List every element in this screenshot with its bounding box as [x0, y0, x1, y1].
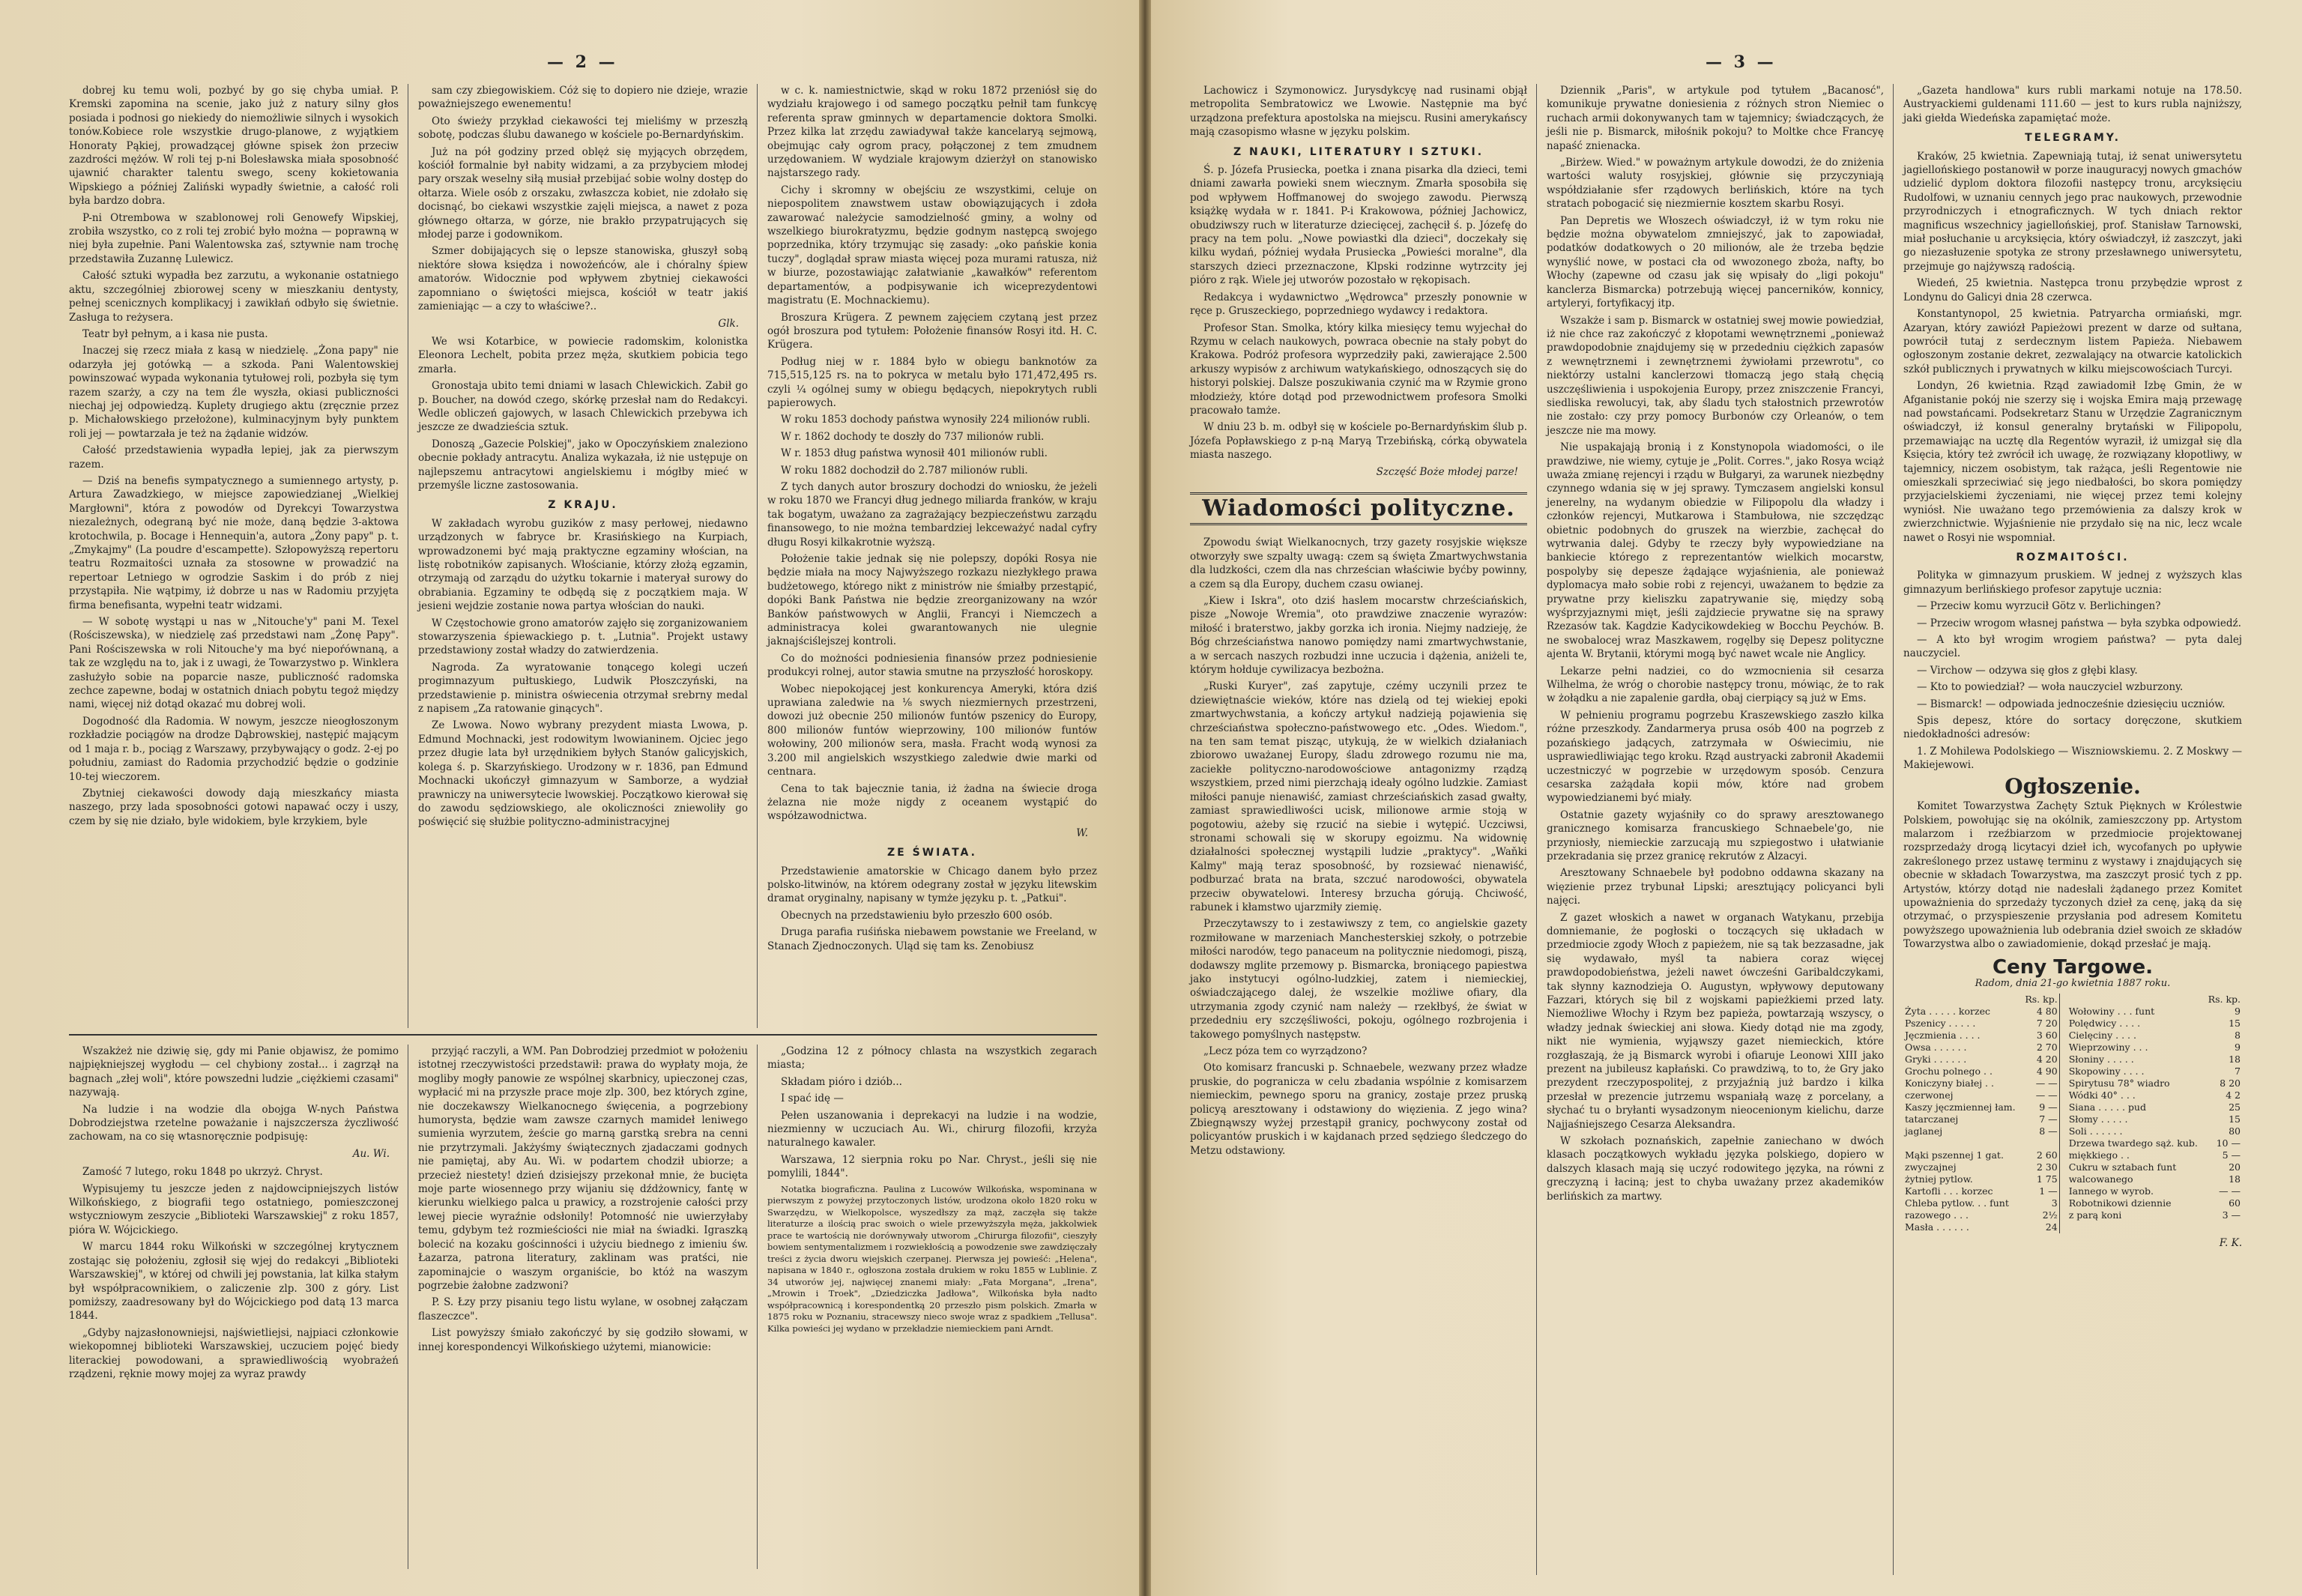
article-paragraph: Nie uspakajają bronią i z Konstynopola wiadomości, o ile prawdziwe, nie wiemy, cytuje je „Polit. Corres.", jako Rosya wciąż uważa zmianę rejencyi i rządu w Bułgaryi, za warunek niezbędny czynnego wdania się w jej sprawy. Tymczasem angielski konsul jenerelny, na wydanym obiedzie w Filipopolu dla władzy i członków rejencyi, Mutkarowa i Stambułowa, nie szczędząc obietnic podobnych do gruszek na wierzbie, zachęcał do wytrwania dalej. Gdyby te rzeczy były wypowiedziane na bankiecie którego z reprezentantów wielkich mocarstw, pospolyby się depesze żądające wyjaśnienia, ale ponieważ dyplomacya mało sobie robi z rejencyi, uważanem to będzie za prywatne przy kieliszku zapatrywanie się, między sobą wyśprzyjaznymi mięt, jeśli zajdziecie prywatne się na sprawy Rzezasów tak. Kagdzie Kadycikowdekieg w Bocchu Peychów. B. ne swobalocej wraz Maszkawem, rogęlby się Depesz polityczne ajenta W. Brytanii, którymi mogą być nawet wcale nie Anglicy. — [1547, 441, 1884, 661]
table-cell: 15 — [2229, 1018, 2241, 1030]
article-paragraph: Dziennik „Paris", w artykule pod tytułem „Bacanosć", komunikuje prywatne doniesienia z różnych stron Niemiec o ruchach armii dokonywanych tam w tajemnicy; świadczących, że jeśli nie p. Bismarck, miłośnik pokoju? to Moltke chce Francyę napaść znienacka. — [1547, 85, 1884, 152]
table-row — [1903, 1185, 2242, 1197]
article-paragraph: „Birżew. Wied." w poważnym artykule dowodzi, że do zniżenia wartości waluty rosyjskiej, głównie się przyczyniają współdziałanie sfer rządowych berlińskich, które na tych stratach pobogacić się niezmiernie kosztem skarbu Rosyi. — [1547, 157, 1884, 211]
table-cell: Jęczmienia . . . . — [1905, 1030, 1981, 1042]
signature: W. — [1076, 826, 1088, 839]
signature: Glk. — [718, 317, 739, 330]
table-cell — [2205, 1221, 2242, 1233]
column-divider — [1893, 84, 1894, 1575]
table-cell: 3 — [2051, 1197, 2058, 1209]
table-cell: tatarczanej — [1905, 1113, 1959, 1125]
article-paragraph: Obecnych na przedstawieniu było przeszło 600 osób. — [781, 909, 1053, 922]
left-column-3 — [767, 84, 1097, 956]
table-row — [1903, 1042, 2242, 1054]
table-cell: 60 — [2229, 1197, 2241, 1209]
right-column-2 — [1547, 84, 1884, 1206]
signature: Szczęść Boże młodej parze! — [1376, 465, 1518, 478]
article-paragraph: I spać idę — — [781, 1092, 844, 1105]
table-row — [1903, 1149, 2242, 1161]
table-row — [1903, 1209, 2242, 1221]
left-page-columns — [69, 84, 1109, 1574]
table-cell: Słoniny . . . . . — [2068, 1054, 2134, 1065]
article-paragraph: dobrej ku temu woli, pozbyć by go się chyba umiał. P. Kremski zapomina na scenie, jako już z natury silny głos posiada i podnosi go niekiedy do niemożliwie silnych i wysokich tonów.Kobiece role wszystkie drugo-planowe, z wyjątkiem Honoraty Pąkiej, prowadzącej główne spisek żon przeciw zazdrości mężów. W roli tej p-ni Bolesławska miała sposobność ujawnić charakter talentu swego, sceny kokietowania Wipskiego a później Zaliński wypadły świetnie, a całość roli była bardzo dobra. — [69, 85, 399, 208]
section-heading: Z KRAJU. — [548, 499, 618, 512]
article-paragraph: Składam pióro i dziób... — [781, 1075, 902, 1088]
table-row — [1903, 1089, 2242, 1101]
column-divider — [757, 1045, 758, 1569]
article-paragraph: Ze Lwowa. Nowo wybrany prezydent miasta Lwowa, p. Edmund Mochnacki, jest rodowitym lwowianinem. Ojciec jego przez długie lata był urzędnikiem byłych Stanów galicyjskich, kolega ś. p. Skarzyńskiego. Urodzony w r. 1836, pan Edmund Mochnacki ukończył gimnazyum w Samborze, a wydział prawniczy na uniwersytecie lwowskiej. Początkowo kierował się do zawodu sędziowskiego, ale okoliczności zniewoliły go poświęcić się służbie polityczno-administracyjnej — [418, 719, 748, 829]
left-lower-column-3 — [767, 1045, 1097, 1337]
article-paragraph: „Kiew i Iskra", oto dziś haslem mocarstw chrześciańskich, pisze „Nowoje Wremia", oto prawdziwe znaczenie wyrazów: miłość i braterstwo, jakby gorzka ich ironia. Niejmy nadzieję, że Bóg chrześciaństwa nanowo pomiędzy nami zmartwychwstanie, a w sercach naszych rozbudzi inne uczucia i dążenia, aniżeli te, którym hołduje cywilizacya bezbożna. — [1190, 595, 1527, 677]
table-cell: 9 — — [2039, 1101, 2058, 1113]
article-paragraph: Teatr był pełnym, a i kasa nie pusta. — [82, 327, 268, 340]
table-cell: Słomy . . . . . — [2068, 1113, 2128, 1125]
article-paragraph: Spis depesz, które do sortacy doręczone, skutkiem niedokładności adresów: — [1903, 715, 2242, 741]
table-separator — [2059, 1161, 2067, 1173]
article-paragraph: — A kto był wrogim wrogiem państwa? — pyta dalej nauczyciel. — [1903, 634, 2242, 660]
article-paragraph: Druga parafia ruśińska niebawem powstanie we Freeland, w Stanach Zjednoczonych. Uląd się tam ks. Zenobiusz — [767, 926, 1097, 952]
table-separator — [2059, 1221, 2067, 1233]
article-paragraph: sam czy zbiegowiskiem. Cóż się to dopiero nie dzieje, wrazie poważniejszego ewenementu! — [418, 85, 748, 111]
article-paragraph: „Gazeta handlowa" kurs rubli markami notuje na 178.50. Austryackiemi guldenami 111.60 — jest to kurs rubla najniższy, jaki giełda Wiedeńska zapamiętać może. — [1903, 85, 2242, 124]
table-cell: 7 — [2235, 1065, 2241, 1077]
table-cell: Iannego w wyrob. — [2068, 1185, 2154, 1197]
table-cell: 4 20 — [2036, 1054, 2058, 1065]
article-paragraph: „Ruski Kuryer", zaś zapytuje, czémy uczynili przez te dziewiętnaście wieków, które nas dzielą od tej wiekiej epoki zmartwychwstania, a kończy artykuł nadzieją pojawienia się chrześciaństwa społeczno-państwowego etc. „Odes. Wiedom.", na ten sam temat pisząc, utykują, że w wielkich działaniach zbiorowo uważanej Europy, śladu zdrowego rozumu nie ma, zaciekłe polityczno-narodowościowe antagonizmy rządzą wszystkiem, przed nimi pierzchają ideały ogólno ludzkie. Zamiast miłości panuje nienawiść, zamiast chrześciańskich zasad gwałty, zamiast sprawiedliwości ucisk, milionowe armie stoją w pogotowiu, ażeby się rzucić na siebie i wytępić. Uczciwsi, stronami schowali się w skorupy egoizmu. Na widownię działalności społecznej wystąpili ludzie „praktycy". „Waňki Kalmy" mają teraz sposobność, by rozsiewać nienawiść, podburzać brata na brata, szczuć narodowości, obywatela przeciw obywatelowi. Interesy brzucha górują. Chciwość, rabunek i kłamstwo ujarzmiły ziemię. — [1190, 680, 1527, 913]
table-cell: Soli . . . . . . — [2068, 1125, 2123, 1137]
right-column-1 — [1190, 84, 1527, 1161]
article-paragraph: Zpowodu świąt Wielkanocnych, trzy gazety rosyjskie większe otworzyły swe szpalty uwagą: czem są święta Zmartwychwstania dla ludzkości, czem dla nas chrześcian właściwie byćby powinny, a czem są dla Europy, duchem czasu owianej. — [1190, 536, 1527, 590]
table-row — [1903, 1125, 2242, 1137]
article-paragraph: — Przeciw komu wyrzucił Götz v. Berlichingen? — [1917, 600, 2161, 613]
article-paragraph: Inaczej się rzecz miała z kasą w niedzielę. „Żona papy" nie odarzyła jej gotówką — a szkoda. Pani Walentowskiej powinszować wypada wykonania tytułowej roli, pozbyła się tym razem szarży, a czy na tem źle wyszła, okiasi publiczności niechaj jej odpowiedzą. Kuplety drugiego aktu (zręcznie przez p. Michałowskiego przełożone), kulminacyjnym były punktem roli jej — powtarzała je też na żądanie widzów. — [69, 345, 399, 440]
table-cell: 2½ — [2042, 1209, 2058, 1221]
table-separator — [2059, 1113, 2067, 1125]
table-cell: Masła . . . . . . — [1905, 1221, 1969, 1233]
article-paragraph: Notatka biograficzna. Paulina z Lucowów Wilkońska, wspominana w pierwszym z powyżej przytoczonych listów, urodzona około 1820 roku w Swarzędzu, w Wielkopolsce, wyszedłszy za mąż, zaczęła się także literaturze a ilością prac swoich o wiele przewyższyła męża, jakkolwiek prace te wartością nie dorównywały utworom „Chirurga filozofii", cieszyły bowiem sentymentalizmem i rozwiekłością a powodzenie swe zawdzięczały treści z życia dworu wiejskich czerpanej. Pierwsza jej powieść: „Helena", napisana w 1840 r., ogłoszona została drukiem w roku 1855 w Lublinie. Z 34 utworów jej, najwięcej znanemi miały: „Fata Morgana", „Irena", „Mrowin i Troek", „Dziedziczka Jadłowa", Wilkońska była nadto współpracownicą i korespondentką 20 przeszło pism polskich. Zmarła w 1875 roku w Poznaniu, stracewszy nieco swoje wraz z spadkiem „Tellusa". Kilka powieści jej wydano w przekładzie niemieckiem pani Arndt. — [767, 1183, 1097, 1334]
table-cell: 4 90 — [2036, 1065, 2058, 1077]
table-cell: Owsa . . . . . . — [1905, 1042, 1967, 1054]
table-cell: 7 20 — [2036, 1018, 2058, 1030]
article-paragraph: Redakcya i wydawnictwo „Wędrowca" przeszły ponownie w ręce p. Gruszeckiego, poprzedniego wydawcy i redaktora. — [1190, 291, 1527, 318]
table-row — [1903, 1221, 2242, 1233]
table-cell: Drzewa twardego sąż. kub. — [2068, 1137, 2198, 1149]
table-row — [1903, 1197, 2242, 1209]
article-paragraph: Nagroda. Za wyratowanie tonącego kolegi uczeń progimnazyum pułtuskiego, Ludwik Płoszczyński, na przedstawienie p. ministra oświecenia otrzymał srebrny medal z napisem „Za ratowanie ginących". — [418, 661, 748, 716]
table-separator — [2059, 1149, 2067, 1161]
article-paragraph: Broszura Krügera. Z pewnem zajęciem czytaną jest przez ogół broszura pod tytułem: Położenie finansów Rosyi itd. H. C. Krügera. — [767, 311, 1097, 351]
table-cell — [2067, 1221, 2205, 1233]
article-paragraph: Wobec niepokojącej jest konkurencya Ameryki, która dziś uprawiana zaledwie na ⅛ swych niezmiernych przestrzeni, dowozi już obecnie 250 milionów funtów pszenicy do Europy, 800 milionów funtów wieprzowiny, 100 milionów funtów wołowiny, 200 milionów sera, masła. Fracht wodą wynosi za 3.200 mil angielskich wszystkiego zaledwie dwie marki od centnara. — [767, 683, 1097, 779]
table-cell: żytniej pytlow. — [1905, 1173, 1973, 1185]
table-row — [1903, 1137, 2242, 1149]
market-prices-table — [1903, 994, 2242, 1233]
article-paragraph: Z gazet włoskich a nawet w organach Watykanu, przebija domniemanie, że pogłoski o toczących się układach w przedmiocie zgody Włoch z papieżem, nie są tak bezzasadne, jak się wydawało, myśl ta nabiera coraz więcej prawdopodobieństwa, jeżeli nawet ówcześni Garibaldczykami, tak słynny kaznodzieja O. Augustyn, wpływowy deputowany Fazzari, których się bil z wojskami papieżkiemi przed laty. Niemożliwe Włochy i Rzym bez papieża, powtarzają wszyscy, o władzy jednak świeckiej ani słowa. Kiedy dotąd nie ma zgody, nikt nie wymienia, wyjąwszy gazet niemieckich, które rozgłaszają, że ją Bismarck wyrobi i ofiaruje Leonowi XIII jako prezent na jubileusz kapłański. Co prawdziwą, to to, że Gry jako prezydent rzeczypospolitej, z przyjaźnią już bardzo i kilka przesłał w prezencie jutrzemu wspaniałą wazę z porcelany, a słychać tu o bryłanti wysadzonym nieocenionym kielichu, darze Najjaśniejszego Cesarza Aleksandra. — [1547, 911, 1884, 1131]
announcement-title: Ogłoszenie. — [2005, 773, 2141, 799]
article-paragraph: Wypisujemy tu jeszcze jeden z najdowcipniejszych listów Wilkońskiego, z biografii tego ostatniego, pomieszczonej wstyczniowym zeszycie „Biblioteki Warszawskiej" z roku 1857, pióra W. Wójcickiego. — [69, 1182, 399, 1236]
article-paragraph: List powyższy śmiało zakończyć by się godziło słowami, w innej korespondencyi Wilkońskiego użytemi, mianowicie: — [418, 1327, 748, 1353]
article-paragraph: Cena to tak bajecznie tania, iż żadna na świecie droga żelazna nie może nigdy z oceanem wystąpić do współzawodnictwa. — [767, 782, 1097, 823]
article-paragraph: — W sobotę wystąpi u nas w „Nitouche'y" pani M. Texel (Rościszewska), w niedzielę zaś przedstawi nam „Żonę Papy". Pani Rościszewska w roli Nitouche'y ma być niepoŕównaną, a tak ze względu na to, jak i z uwagi, że Towarzystwo p. Winklera zasłużyło sobie na poparcie nasze, publiczność radomska zechce zapewne, bodaj w ostatnich dniach pobytu tegoż między nami, więcej niż dotąd okazać mu dobrej woli. — [69, 616, 399, 711]
table-separator — [2059, 1197, 2067, 1209]
article-paragraph: W szkołach poznańskich, zapełnie zaniechano w dwóch klasach początkowych wykładu języka polskiego, dopiero w dalszych klasach mają się uczyć rodowitego języka, na równi z greczyzną i łaciną; jest to chyba uważany przez akademików berlińskich za martwy. — [1547, 1135, 1884, 1203]
table-cell: Gryki . . . . . . — [1905, 1054, 1967, 1065]
table-cell: 18 — [2229, 1054, 2241, 1065]
article-paragraph: „Lecz póza tem co wyrządzono? — [1203, 1045, 1368, 1057]
table-cell: Wódki 40° . . . — [2068, 1089, 2136, 1101]
section-heading: ROZMAITOŚCI. — [2016, 551, 2130, 563]
table-cell: Grochu polnego . . — [1905, 1065, 1993, 1077]
article-paragraph: Całość przedstawienia wypadła lepiej, jak za pierwszym razem. — [69, 444, 399, 471]
page-number: — 2 — — [547, 52, 618, 72]
table-cell: 3 — — [2222, 1209, 2241, 1221]
article-paragraph: Londyn, 26 kwietnia. Rząd zawiadomił Izbę Gmin, że w Afganistanie pokój nie szerzy się i wojska Emira mają przewagę nad powstańcami. Podsekretarz Stanu w Urzędzie Zagranicznym oświadczył, iż konsul generalny brytański w Filipopolu, przemawiając na ucztę dla Regentów wyraził, iż umizgał się dla Księcia, który też zwrócił ich uwagę, że rozwiązany kłopotliwy, w tajemnicy, niczem osobistym, tak rażąca, jeśli Regentowie nie omieszkali sprzeciwiać się jego niedbałości, bo skora pomiędzy przyjacielskiemi życzeniami, nie więcej przez temi kolejny wyniósł. Nie uważano tego przemówienia za dalszy krok w zwierzchnictwie. Wyjaśnienie nie przydało się na nic, lecz wcale nawet o Rosyi nie wspomniał. — [1903, 380, 2242, 544]
table-cell: Chleba pytlow. . . funt — [1905, 1197, 2009, 1209]
article-paragraph: Podług niej w r. 1884 było w obiegu banknotów za 715,515,125 rs. na to pokryca w metalu było 171,472,495 rs. czyli ¼ ogólnej sumy w obiegu będących, niepokrytych rubli papierowych. — [767, 355, 1097, 409]
table-separator — [2059, 1030, 2067, 1042]
article-paragraph: — Virchow — odzywa się głos z głębi klasy. — [1917, 664, 2138, 677]
article-paragraph: Położenie takie jednak się nie polepszy, dopóki Rosya nie będzie miała na mocy Najwyższego rozkazu niezłykłego prawa budżetowego, którego nikt z ministrów nie śmiałby przestąpić, dopóki Bank Państwa nie będzie zreorganizowany na wzór Banków państwowych w Anglii, Francyi i Niemczech a administracya kolei gwarantowanych nie ulegnie jaknajściślejszej kontroli. — [767, 553, 1097, 648]
article-paragraph: Lekarze pełni nadziei, co do wzmocnienia sił cesarza Wilhelma, że wróg o chorobie następcy tronu, mówiąc, że to rak w żołądku a nie zapalenie gardła, obaj cierpiący są już w Ems. — [1547, 665, 1884, 705]
article-paragraph: Kraków, 25 kwietnia. Zapewniają tutaj, iż senat uniwersytetu jagiellońskiego postanowił w porze inauguracyj nowych gmachów udzielić dyplom doktora filozofii następcy tronu, arcyksięciu Rudolfowi, w uznaniu cennych jego prac naukowych, przewodnie przyrodniczych i etnograficznych. W tych dniach rektor magnificus wszechnicy jagiellońskiej, prof. Stanisław Tarnowski, miał posłuchanie u arcyksięcia, który oświadczył, iż zaszczyt, jaki go niezasłuzenie spotyka ze strony przesławnego uniwersytetu, przejmuje go najżywszą radością. — [1903, 150, 2242, 273]
table-cell: walcowanego — [2068, 1173, 2133, 1185]
table-cell: 8 — — [2039, 1125, 2058, 1137]
table-separator — [2059, 1125, 2067, 1137]
table-cell: 1 — — [2039, 1185, 2058, 1197]
book-gutter — [1139, 0, 1151, 1596]
table-cell: miękkiego . . — [2068, 1149, 2130, 1161]
section-heading: TELEGRAMY. — [2025, 132, 2121, 145]
article-paragraph: W roku 1882 dochodził do 2.787 milionów rubli. — [781, 464, 1028, 477]
right-column-3 — [1903, 84, 2242, 1251]
table-cell: czerwonej — [1905, 1089, 1954, 1101]
table-row — [1903, 1101, 2242, 1113]
article-paragraph: Na ludzie i na wodzie dla obojga W-nych Państwa Dobrodziejstwa rzetelne poważanie i najszczersza życzliwość zachowam, na co się wtasnoręcznie podpisuję: — [69, 1103, 399, 1143]
table-cell: 25 — [2229, 1101, 2241, 1113]
article-paragraph: — Dziś na benefis sympatycznego a sumiennego artysty, p. Artura Zawadzkiego, w miejsce zapowiedzianej „Wielkiej Margłowni", która z powodów od Dyrekcyi Towarzystwa niezależnych, odegraną być nie może, daną będzie 3-aktowa krotochwila, p. Bocage i Hennequin'a, autora „Żony papy" p. t. „Zmykajmy" (La poudre d'escampette). Szłopowyższą repertoru teatru Rozmaitości uznała za stosowne w prowadzić na repertoar Letniego w ogrodzie Saskim i do prób z niej przystąpiła. Nie wątpimy, iż dobrze u nas w Radomiu przyjęta firma benefisanta, wypełni teatr widzami. — [69, 474, 399, 611]
table-cell: 7 — — [2039, 1113, 2058, 1125]
article-paragraph: Wszakże i sam p. Bismarck w ostatniej swej mowie powiedział, iż nie chce raz zakończyć z kłopotami wewnętrznemi „ponieważ prawdopodobnie znajdujemy się w przededniu ciężkich zapasów z wewnętrznemi i zewnętrznemi żywiołami przewrotu", co niektórzy ustalni kanclerzowi tłomaczą jego stałą chęcią uszczęśliwienia i uspokojenia Europy, przez zniszczenie Francyi, siedliska rewolucyi, tak, aby śladu tych stałostnich przewrotów nie zostało: czy przy pomocy Burbonów czy Orleanów, o tem jeszcze nie ma mowy. — [1547, 314, 1884, 437]
article-paragraph: P-ni Otrembowa w szablonowej roli Genowefy Wipskiej, zrobiła wszystko, co z roli tej zrobić było można — poprawną w niej była zupełnie. Pani Walentowska zaś, sztywnie nam trochę przedstawiła Zuzannę Lulewicz. — [69, 211, 399, 265]
table-separator — [2059, 1077, 2067, 1089]
table-separator — [2059, 1101, 2067, 1113]
table-cell: Spirytusu 78° wiadro — [2068, 1077, 2170, 1089]
table-separator — [2059, 1054, 2067, 1065]
table-cell — [1903, 1137, 2022, 1149]
table-separator — [2059, 1042, 2067, 1054]
table-row — [1903, 1173, 2242, 1185]
article-paragraph: Cichy i skromny w obejściu ze wszystkimi, celuje on niepospolitem znawstwem ustaw obowiązujących i zdoła zawarować należycie samodzielność gminy, a wolny od wszelkiego biurokratyzmu, będzie godnym następcą swojego poprzednika, który trzymując się zasady: „oko pańskie konia tuczy", doglądał spraw miasta więcej poza murami ratusza, niż w biurze, pozostawiając załatwianie „kawałków" referentom departamentów, a podpisywanie ich wiceprezydentowi magistratu (E. Mochnackiemu). — [767, 184, 1097, 307]
table-separator — [2059, 1173, 2067, 1185]
table-cell: Koniczyny białej . . — [1905, 1077, 1994, 1089]
section-masthead: Wiadomości polityczne. — [1190, 492, 1527, 525]
article-paragraph: 1. Z Mohilewa Podolskiego — Wiszniowskiemu. 2. Z Moskwy — Makiejewowi. — [1903, 745, 2242, 772]
article-paragraph: Donoszą „Gazecie Polskiej", jako w Opoczyńskiem znaleziono obecnie pokłady antracytu. Analiza wykazała, iż nie ustępuje on najlepszemu antracytowi angielskiemu i mógłby mieć w przemyśle liczne zastosowania. — [418, 438, 748, 492]
table-separator — [2059, 1209, 2067, 1221]
article-paragraph: Z tych danych autor broszury dochodzi do wniosku, że jeżeli w roku 1870 we Francyi dług jednego miliarda franków, w kraju tak bogatym, uważano za zagrażający bezpieczeństwu zarządu finansowego, to nie można tembardziej lekceważyć nadal cyfry długu Rosyi kilkakrotnie wyższą. — [767, 480, 1097, 548]
column-header: Rs. kp. — [2208, 994, 2241, 1006]
article-paragraph: Zbytniej ciekawości dowody dają mieszkańcy miasta naszego, przy lada sposobności gotowi napawać oczy i uszy, czem by się nie działo, byle widokiem, byle krzykiem, byle — [69, 787, 399, 827]
article-paragraph: Wiedeń, 25 kwietnia. Następca tronu przybędzie wprost z Londynu do Galicyi dnia 28 czerwca. — [1903, 277, 2242, 303]
table-separator — [2059, 1065, 2067, 1077]
article-paragraph: Dogodność dla Radomia. W nowym, jeszcze nieogłoszonym rozkładzie pociągów na drodze Dąbrowskiej, następić mającym od 1 maja r. b., pociąg z Warszawy, przybywający o godz. 2-ej po południu, zamiast do Radomia przychodzić będzie o godzinie 10-tej wieczorem. — [69, 715, 399, 783]
article-paragraph: W zakładach wyrobu guzików z masy perłowej, niedawno urządzonych w fabryce br. Krasińskiego na Kurpiach, wprowadzonemi być mają praktyczne egzaminy włościan, na listę robotników zapisanych. Włościanie, którzy złożą egzamin, otrzymają od zarządu do użytku tokarnie i materyał surowy do obrabiania. Egzaminy te odbędą się z początkiem maja. W jesieni wejdzie zostanie nowa partya włościan do nauki. — [418, 517, 748, 613]
table-cell: 4 2 — [2226, 1089, 2241, 1101]
article-paragraph: Co do możności podniesienia finansów przez podniesienie produkcyi rolnej, autor stawia smutne na przyszłość horoskopy. — [767, 652, 1097, 679]
table-cell: 2 60 — [2036, 1149, 2058, 1161]
section-rule — [69, 1034, 1097, 1036]
table-row — [1903, 1161, 2242, 1173]
left-lower-column-1 — [69, 1045, 399, 1384]
table-cell: Skopowiny . . . . — [2068, 1065, 2145, 1077]
article-paragraph: Oto świeży przykład ciekawości tej mieliśmy w przeszłą sobotę, podczas ślubu dawanego w kościele po-Bernardyńskim. — [418, 115, 748, 142]
page-number: — 3 — — [1706, 52, 1777, 72]
article-paragraph: „Godzina 12 z północy chlasta na wszystkich zegarach miasta; — [767, 1045, 1097, 1071]
article-paragraph: Aresztowany Schnaebele był podobno oddawna skazany na więzienie przez trybunał Lipski; aresztujący policyanci byli najęci. — [1547, 867, 1884, 907]
table-cell: razowego . . . — [1905, 1209, 1969, 1221]
table-separator — [2059, 1006, 2067, 1018]
table-cell: Wołowiny . . . funt — [2068, 1006, 2155, 1018]
table-separator — [2059, 1018, 2067, 1030]
table-cell: Wieprzowiny . . . — [2068, 1042, 2148, 1054]
table-cell: 80 — [2229, 1125, 2241, 1137]
table-row — [1903, 1030, 2242, 1042]
table-cell: — — — [2035, 1077, 2058, 1089]
market-prices-signature: F. K. — [2219, 1237, 2242, 1250]
article-paragraph: W pełnieniu programu pogrzebu Kraszewskiego zaszło kilka różne przeszkody. Zandarmerya prusa osób 400 na pogrzeb z pozańskiego jadących, zatrzymała w Oświecimiu, nie usprawiedliwiając tego kroku. Rząd austryacki zabronił Akademii uczestniczyć w pogrzebie w urzędowym sposób. Cenzura cesarska zażądała kopii mów, które nad grobem wypowiedzianemi być miały. — [1547, 709, 1884, 805]
article-paragraph: — Przeciw wrogom własnej państwa — była szybka odpowiedź. — [1917, 617, 2241, 629]
table-cell: zwyczajnej — [1905, 1161, 1957, 1173]
article-paragraph: Całość sztuki wypadła bez zarzutu, a wykonanie ostatniego aktu, szczególniej zbiorowej sceny w mieszkaniu dentysty, pełnej scenicznych komplikacyj i zawikłań odbyło się świetnie. Zasługa to reżysera. — [69, 270, 399, 324]
article-paragraph: Oto komisarz francuski p. Schnaebele, wezwany przez władze pruskie, do pogranicza w celu zbadania wspólnie z komisarzem niemieckim, pewnego sporu na granicy, zostaje przez pruską policyą aresztowany i odstawiony do więzienia. Z jego wina? Zbiegnąwszy wyżej przestąpił granicy, pochwycony został od policyantów pruskich i w kajdanach przed sędziego śledczego do Metzu odstawiony. — [1190, 1062, 1527, 1157]
table-cell: Robotnikowi dziennie — [2068, 1197, 2172, 1209]
table-cell: 18 — [2229, 1173, 2241, 1185]
table-cell: Kaszy jęczmiennej łam. — [1905, 1101, 2016, 1113]
article-paragraph: Pełen uszanowania i deprekacyi na ludzie i na wodzie, niezmienny w uczuciach Au. Wi., chirurg filozofii, krzyża naturalnego kawaler. — [767, 1109, 1097, 1149]
article-paragraph: W dniu 23 b. m. odbył się w kościele po-Bernardyńskim ślub p. Józefa Popławskiego z p-ną Maryą Trzebińską, córką obywatela miasta naszego. — [1190, 421, 1527, 462]
left-lower-column-2 — [418, 1045, 748, 1357]
article-paragraph: — Bismarck! — odpowiada jednocześnie dziesięciu uczniów. — [1917, 698, 2226, 710]
table-cell: 2 70 — [2036, 1042, 2058, 1054]
table-row — [1903, 1006, 2242, 1018]
table-separator — [2059, 1185, 2067, 1197]
article-paragraph: w c. k. namiestnictwie, skąd w roku 1872 przeniósł się do wydziału krajowego i od samego początku pełnił tam funkcyę referenta spraw gminnych w departamencie doktora Smolki. Przez kilka lat zrzędu zawiadywał także kancelaryą sejmową, obejmując cały ogrom pracy, połączonej z tem zmudnem urzędowaniem. W wydziale krajowym dzierżył on stanowisko najstarszego rady. — [767, 85, 1097, 180]
market-prices-title: Ceny Targowe. — [1993, 955, 2153, 979]
table-separator — [2059, 1089, 2067, 1101]
article-paragraph: Lachowicz i Szymonowicz. Jurysdykcyę nad rusinami objął metropolita Sembratowicz we Lwowie. Następnie ma być urządzona prefektura apostolska na miejscu. Rusini amerykańscy mają czasopismo własne w języku polskim. — [1190, 85, 1527, 139]
table-cell: 20 — [2229, 1161, 2241, 1173]
article-paragraph: Polityka w gimnazyum pruskiem. W jednej z wyższych klas gimnazyum berlińskiego profesor zapytuje ucznia: — [1903, 569, 2242, 596]
article-paragraph: Wszakżeż nie dziwię się, gdy mi Panie objawisz, że pomimo najpiękniejszej wygłodu — cel chybiony został... i zagrzął na bagnach „złej woli", które powszedni ludzie „ciężkiemi czasami" nazywają. — [69, 1045, 399, 1099]
left-column-1 — [69, 84, 399, 831]
article-paragraph: Komitet Towarzystwa Zachęty Sztuk Pięknych w Królestwie Polskiem, powołując się na okólnik, zamieszczony pp. Artystom malarzom i rzeźbiarzom w przedmiocie projektowanej rozsprzedaży drogą licytacyi dzieł ich, wycofanych po upływie zakreślonego przez ustawę terminu z wystawy i znajdujących się obecnie w składach Towarzystwa, ma zaszczyt prosić tych z pp. Artystów, którzy dotąd nie nadesłali żądanego przez Komitet upoważnienia do sprzedaży tyczonych dzieł za cenę, jaką da się otrzymać, o przyspieszenie przysłania pod adresem Komitetu powyższego upoważnienia lub odebrania dzieł swoich ze składów Towarzystwa albo o zawiadomienie, dokąd przesłać je mają. — [1903, 800, 2242, 951]
article-paragraph: W marcu 1844 roku Wilkoński w szczególnej krytycznem zostając się położeniu, zgłosił się wjej do redakcyi „Biblioteki Warszawskiej", w której od chwili jej powstania, lat kilka stałym był współpracownikiem, o zaliczenie zlp. 300 z góry. List pomiższy, zaadresowany był do Wójcickiego pod datą 13 marca 1844. — [69, 1241, 399, 1323]
article-paragraph: Ś. p. Józefa Prusiecka, poetka i znana pisarka dla dzieci, temi dniami zawarła powieki snem wiecznym. Zmarła sposobiła się pod wpływem Hoffmanowej do swojego zawodu. Pierwszą książkę wydała w r. 1841. P-i Krakowowa, później Jachowicz, obudziwszy ruch w literaturze dziecięcej, zachęcił ś. p. Józefę do pracy na tem polu. „Nowe powiastki dla dzieci", doczekały się kilku wydań, później wydała Prusiecka „Powieści moralne", dla starszych dzieci przeznaczone, Klpski rodzinne wytrzcity jej pióro z rąk. Wiele jej utworów pozostało w rękopisach. — [1190, 164, 1527, 287]
table-cell: 1 75 — [2036, 1173, 2058, 1185]
article-paragraph: Konstantynopol, 25 kwietnia. Patryarcha ormiański, mgr. Azaryan, który zawiózł Papieżowi prezent w darze od sułtana, powrócił tutaj z serdecznym listem Papieża. Niebawem ogłoszonym zostanie dekret, zezwalający na otwarcie katolickich szkół publicznych i prywatnych w kilku miejscowościach Turcyi. — [1903, 308, 2242, 375]
article-paragraph: Przedstawienie amatorskie w Chicago danem było przez polsko-litwinów, na którem odegrany został w języku litewskim dramat oryginalny, napisany w tymże języku p. t. „Patkui". — [767, 865, 1097, 905]
table-cell: 8 — [2235, 1030, 2241, 1042]
table-cell: Pszenicy . . . . . — [1905, 1018, 1976, 1030]
column-divider — [757, 84, 758, 1028]
table-cell: — — — [2035, 1089, 2058, 1101]
article-paragraph: Zamość 7 lutego, roku 1848 po ukrzyż. Chryst. — [82, 1166, 323, 1179]
section-heading: Z NAUKI, LITERATURY I SZTUKI. — [1233, 145, 1484, 158]
table-row — [1903, 1054, 2242, 1065]
article-paragraph: Gronostaja ubito temi dniami w lasach Chlewickich. Zabił go p. Boucher, na dowód czego, skórkę przesłał nam do Redakcyi. Wedle obliczeń gajowych, w lasach Chlewickich przebywa ich jeszcze ze dwadzieścia sztuk. — [418, 380, 748, 434]
table-cell: Cielęciny . . . . — [2068, 1030, 2136, 1042]
table-cell: Siana . . . . . pud — [2068, 1101, 2146, 1113]
left-column-2 — [418, 84, 748, 832]
table-cell: Mąki pszennej 1 gat. — [1905, 1149, 2004, 1161]
table-cell: 9 — [2235, 1006, 2241, 1018]
market-prices-date: Radom, dnia 21-go kwietnia 1887 roku. — [1975, 977, 2171, 989]
signature: Au. Wi. — [352, 1147, 390, 1160]
article-paragraph: P. S. Łzy przy pisaniu tego listu wylane, w osobnej załączam flaszeczce". — [418, 1296, 748, 1323]
left-page — [0, 0, 1139, 1596]
table-cell — [2022, 1137, 2059, 1149]
article-paragraph: W roku 1853 dochody państwa wynosiły 224 milionów rubli. — [781, 414, 1090, 426]
table-row — [1903, 1065, 2242, 1077]
table-cell: Kartofli . . . korzec — [1905, 1185, 1993, 1197]
article-paragraph: Szmer dobijających się o lepsze stanowiska, głuszył sobą niektóre słowa księdza i nowożeńców, ale i chóralny śpiew amatorów. Widocznie pod wpływem zbytniej ciekawości zapomniano o świętości miejsca, kościół w teatr jakiś zamieniając — a czy to właściwe?.. — [418, 245, 748, 313]
table-row — [1903, 1018, 2242, 1030]
article-paragraph: Już na pół godziny przed oblęż się myjących obrzędem, kościół formalnie był nabity widzami, a za przybyciem młodej pary orszak weselny siłą musiał przebijać sobie wolny dostęp do ołtarza. Wiele osób z orszaku, zwłaszcza kobiet, nie zdołało się docisnąć, bo ciekawi wszystkie zajęli miejsca, a nawet z poza głównego ołtarza, w górze, nie brakło przypatrujących się młodej parze i godownikom. — [418, 145, 748, 241]
table-cell: 4 80 — [2036, 1006, 2058, 1018]
article-paragraph: W r. 1853 dług państwa wynosił 401 milionów rubli. — [781, 447, 1048, 460]
article-paragraph: „Gdyby najzasłonowniejsi, najświetliejsi, najpiaci członkowie wiekopomnej biblioteki Warszawskiej, uczuciem pojęć biedy literackiej powodowani, a sprawiedliwością wyobrażeń rządzeni, ręknie mowy mojej za wyraz prawdy — [69, 1326, 399, 1380]
table-cell: 9 — [2235, 1042, 2241, 1054]
table-cell: Żyta . . . . . korzec — [1905, 1006, 1990, 1018]
table-row — [1903, 1113, 2242, 1125]
column-divider — [1536, 84, 1537, 1575]
section-heading: ZE ŚWIATA. — [887, 847, 977, 859]
table-header-row — [1903, 994, 2242, 1006]
table-cell: 15 — [2229, 1113, 2241, 1125]
right-page — [1151, 0, 2302, 1596]
article-paragraph: Warszawa, 12 sierpnia roku po Nar. Chryst., jeśli się nie pomylili, 1844". — [767, 1153, 1097, 1180]
table-separator — [2059, 1137, 2067, 1149]
table-cell: 10 — — [2216, 1137, 2241, 1149]
right-page-columns — [1190, 84, 2242, 1574]
table-cell: Cukru w sztabach funt — [2068, 1161, 2177, 1173]
article-paragraph: We wsi Kotarbice, w powiecie radomskim, kolonistka Eleonora Lechelt, pobita przez męża, skutkiem pobicia tego zmarła. — [418, 335, 748, 375]
table-cell: 8 20 — [2220, 1077, 2241, 1089]
article-paragraph: W r. 1862 dochody te doszły do 737 milionów rubli. — [781, 430, 1045, 443]
article-paragraph: Przeczytawszy to i zestawiwszy z tem, co angielskie gazety rozmiłowane w marzeniach Manchesterskiej szkoły, o potrzebie miłości narodów, tego panaceum na politycznie niedomogi, piszą, dodawszy mglite przemowy p. Bismarcka, broniącego papiestwa jako instytucyi ogólno-ludzkiej, zatem i niemieckiej, oświadczającego dalej, że wszelkie możliwe ofiary, dla utrzymania zgody czynić nam należy — rzekłbyś, że świat w przededniu ery szczęśliwości, pokoju, ogólnego rozbrojenia i takowego pomyślnych następstw. — [1190, 918, 1527, 1041]
table-cell: 24 — [2045, 1221, 2058, 1233]
article-paragraph: Profesor Stan. Smolka, który kilka miesięcy temu wyjechał do Rzymu w celach naukowych, powraca obecnie na stały pobyt do Krakowa. Podróż profesora wyprzedziły paki, zawierające 2.500 arkuszy wypisów z archiwum watykańskiego, odnoszących się do historyi polskiej. Dalsze poszukiwania czynić ma w Rzymie grono młodzieży, które dotąd pod przewodnictwem profesora Smolki pracowało tamże. — [1190, 321, 1527, 417]
column-header: Rs. kp. — [2025, 994, 2058, 1006]
article-paragraph: przyjąć raczyli, a WM. Pan Dobrodziej przedmiot w położeniu istotnej rzeczywistości przedstawił: prawa do wypłaty moja, że mogliby mogły panowie ze wspólnej skarbnicy, upieczonej czas, wypłacić mi na przyszłe prace moje zlp. 300, bez których zgine, nie doczekawszy Wielkanocnego święcenia, a pogrzebiony humorysta, będzie wam zawsze czarnych mamideł leniwego sumienia wyrzutem, żeście go marną garstką srebra na cenni nie przytrzymali. Jakżyśmy świątecznych zjadaczami godnych nie pamiętaj, aby Au. Wi. w podartem chodził ubiorze; a przecież niestety! dzień dzisiejszy przekonał mnie, że bucięta moje parte wiosennego przy wijaniu się dźdżownicy, fantę w kierunku wielkiego palca u prawicy, a rozstrojenie całości przy lewej piecie wyraźnie odsłonily! Potomność nie uwierzyłaby temu, gdybym też rozmieściości nie miał na świadki. Igraszką bolecić na kozaku gościnności i użyciu biednego z imieniu św. Łazarza, patrona literatury, zaklinam was pratści, nie zapominajcie o waszym organiście, bo któż na waszym pogrzebie żałobne zadzwoni? — [418, 1045, 748, 1292]
table-cell: 3 60 — [2036, 1030, 2058, 1042]
table-cell: z parą koni — [2068, 1209, 2122, 1221]
article-paragraph: Ostatnie gazety wyjaśniły co do sprawy aresztowanego granicznego komisarza francuskiego Schnaebele'go, nie przyniosły, niemieckie zarzucają mu szpiegostwo i ułatwianie przekradania się przez granicę rekrutów z Alzacyi. — [1547, 808, 1884, 862]
table-cell: — — — [2219, 1185, 2241, 1197]
article-paragraph: Pan Depretis we Włoszech oświadczył, iż w tym roku nie będzie można obywatelom zmniejszyć, jak to zapowiadał, podatków dodatkowych o 20 milionów, ale że trzeba będzie wynyślić nowe, w postaci cła od wwozonego zboża, nafty, bo Włochy (zapewne od czasu jak się wpisały do „ligi pokoju" kanclerza Bismarcka) potrzebują więcej pancerników, konnicy, artyleryi, fortyfikacyj itp. — [1547, 214, 1884, 310]
table-cell: Polędwicy . . . . — [2068, 1018, 2141, 1030]
article-paragraph: W Częstochowie grono amatorów zajęło się zorganizowaniem stowarzyszenia śpiewackiego p. t. „Lutnia". Projekt ustawy przedstawiony został władzy do zatwierdzenia. — [418, 617, 748, 657]
table-row — [1903, 1077, 2242, 1089]
table-cell: 5 — — [2222, 1149, 2241, 1161]
article-paragraph: — Kto to powiedział? — woła nauczyciel wzburzony. — [1917, 681, 2184, 694]
table-cell: 2 30 — [2036, 1161, 2058, 1173]
table-cell: jaglanej — [1905, 1125, 1943, 1137]
